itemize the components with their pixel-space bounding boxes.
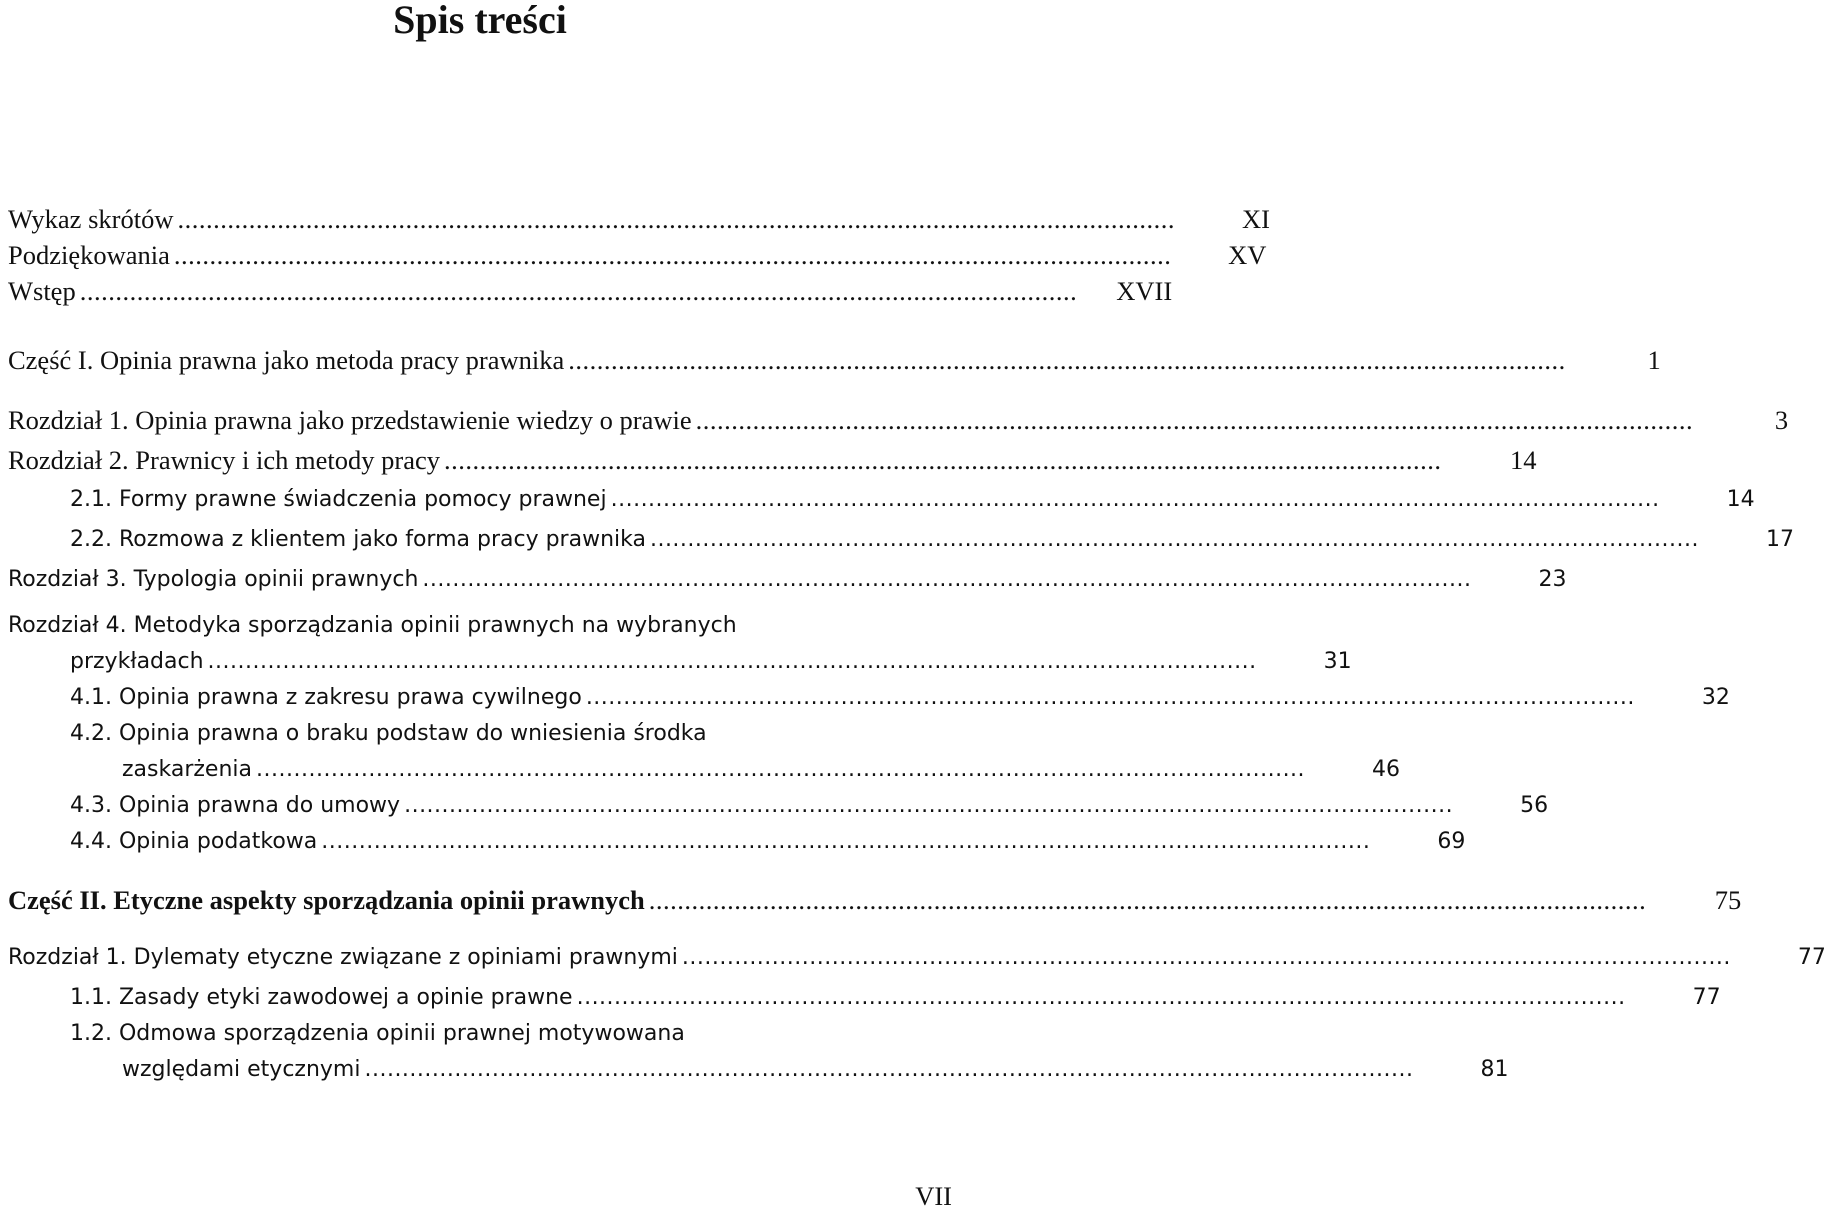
toc-entry-section[interactable]	[8, 824, 1466, 860]
dot-leader: ............................................................................................................................................	[443, 445, 1442, 475]
toc-entry-title-continued: przykładach	[70, 649, 204, 674]
toc-entry-title: 2.2. Rozmowa z klientem jako forma pracy prawnika	[70, 527, 646, 552]
dot-leader: ............................................................................................................................................	[321, 829, 1371, 854]
toc-entry-chapter[interactable]	[8, 402, 1789, 438]
toc-entry-page: 77	[1797, 945, 1826, 970]
dot-leader: ............................................................................................................................................	[681, 945, 1731, 970]
dot-leader: ............................................................................................................................................	[585, 685, 1635, 710]
toc-entry-title-continued: względami etycznymi	[122, 1057, 361, 1082]
toc-entry-continuation[interactable]	[8, 752, 1401, 788]
toc-entry-page: 69	[1437, 829, 1466, 854]
toc-entry-section[interactable]	[8, 980, 1721, 1016]
dot-leader: ............................................................................................................................................	[648, 885, 1647, 915]
toc-entry-page: 31	[1323, 649, 1352, 674]
dot-leader: ............................................................................................................................................	[695, 405, 1694, 435]
toc-entry-page: 32	[1701, 685, 1730, 710]
dot-leader: ............................................................................................................................................	[364, 1057, 1414, 1082]
toc-entry-page: 14	[1726, 487, 1755, 512]
toc-entry-page: 14	[1509, 445, 1537, 475]
table-of-contents	[8, 201, 1826, 1088]
toc-entry-title: 4.4. Opinia podatkowa	[70, 829, 318, 854]
toc-entry-title: 1.2. Odmowa sporządzenia opinii prawnej motywowana	[70, 1021, 685, 1046]
toc-entry-section[interactable]	[8, 482, 1755, 518]
toc-entry-page: 3	[1774, 405, 1789, 435]
dot-leader: ............................................................................................................................................	[404, 793, 1454, 818]
toc-entry-title-continued: zaskarżenia	[122, 757, 252, 782]
dot-leader: ............................................................................................................................................	[422, 567, 1472, 592]
dot-leader: ............................................................................................................................................	[256, 757, 1306, 782]
toc-entry[interactable]	[8, 237, 1267, 273]
toc-entry-page: 75	[1714, 885, 1742, 915]
dot-leader: ............................................................................................................................................	[207, 649, 1257, 674]
toc-entry-title: Rozdział 4. Metodyka sporządzania opinii prawnych na wybranych	[8, 613, 737, 638]
toc-entry-page: 23	[1538, 567, 1567, 592]
toc-entry-chapter[interactable]	[8, 608, 952, 644]
toc-entry-part[interactable]	[8, 882, 1742, 918]
toc-entry-page: 81	[1480, 1057, 1509, 1082]
toc-entry-title: Rozdział 1. Opinia prawna jako przedstawienie wiedzy o prawie	[8, 405, 692, 435]
toc-entry-continuation[interactable]	[8, 1052, 1509, 1088]
toc-entry-continuation[interactable]	[8, 644, 1352, 680]
toc-entry-title: 4.2. Opinia prawna o braku podstaw do wniesienia środka	[70, 721, 707, 746]
toc-entry-title: Rozdział 2. Prawnicy i ich metody pracy	[8, 445, 440, 475]
toc-entry-section[interactable]	[8, 680, 1730, 716]
page-title: Spis treści	[393, 0, 567, 42]
toc-entry-section[interactable]	[8, 1016, 952, 1052]
dot-leader: ............................................................................................................................................	[568, 345, 1566, 375]
toc-entry-title: Podziękowania	[8, 240, 170, 270]
dot-leader: ............................................................................................................................................	[177, 204, 1175, 234]
toc-entry-part[interactable]	[8, 342, 1661, 378]
dot-leader: ............................................................................................................................................	[79, 276, 1078, 306]
toc-entry-section[interactable]	[8, 716, 952, 752]
toc-entry-page: 1	[1647, 345, 1661, 375]
toc-entry-page: XI	[1242, 204, 1270, 234]
dot-leader: ............................................................................................................................................	[173, 240, 1172, 270]
toc-entry[interactable]	[8, 201, 1270, 237]
toc-entry-title: 4.1. Opinia prawna z zakresu prawa cywilnego	[70, 685, 582, 710]
dot-leader: ............................................................................................................................................	[610, 487, 1660, 512]
toc-entry[interactable]	[8, 273, 1173, 309]
dot-leader: ............................................................................................................................................	[649, 527, 1699, 552]
toc-entry-title: Wstęp	[8, 276, 76, 306]
toc-entry-page: 17	[1766, 527, 1794, 552]
toc-entry-title: Część I. Opinia prawna jako metoda pracy prawnika	[8, 345, 565, 375]
toc-entry-page: XVII	[1116, 276, 1173, 306]
toc-entry-page: 56	[1520, 793, 1549, 818]
toc-entry-chapter[interactable]	[8, 940, 1826, 976]
toc-entry-section[interactable]	[8, 788, 1549, 824]
toc-entry-title: 4.3. Opinia prawna do umowy	[70, 793, 401, 818]
toc-entry-title: Rozdział 3. Typologia opinii prawnych	[8, 567, 419, 592]
toc-entry-title: 2.1. Formy prawne świadczenia pomocy prawnej	[70, 487, 607, 512]
toc-entry-page: 77	[1692, 985, 1721, 1010]
toc-entry-title: Część II. Etyczne aspekty sporządzania opinii prawnych	[8, 885, 645, 915]
footer-page-number: VII	[915, 1181, 952, 1211]
dot-leader: ............................................................................................................................................	[576, 985, 1626, 1010]
toc-entry-chapter[interactable]	[8, 442, 1537, 478]
toc-entry-title: 1.1. Zasady etyki zawodowej a opinie prawne	[70, 985, 573, 1010]
toc-entry-section[interactable]	[8, 522, 1794, 558]
toc-entry-title: Wykaz skrótów	[8, 204, 174, 234]
toc-entry-page: XV	[1228, 240, 1267, 270]
toc-entry-title: Rozdział 1. Dylematy etyczne związane z opiniami prawnymi	[8, 945, 678, 970]
toc-entry-chapter[interactable]	[8, 562, 1567, 598]
toc-entry-page: 46	[1372, 757, 1401, 782]
